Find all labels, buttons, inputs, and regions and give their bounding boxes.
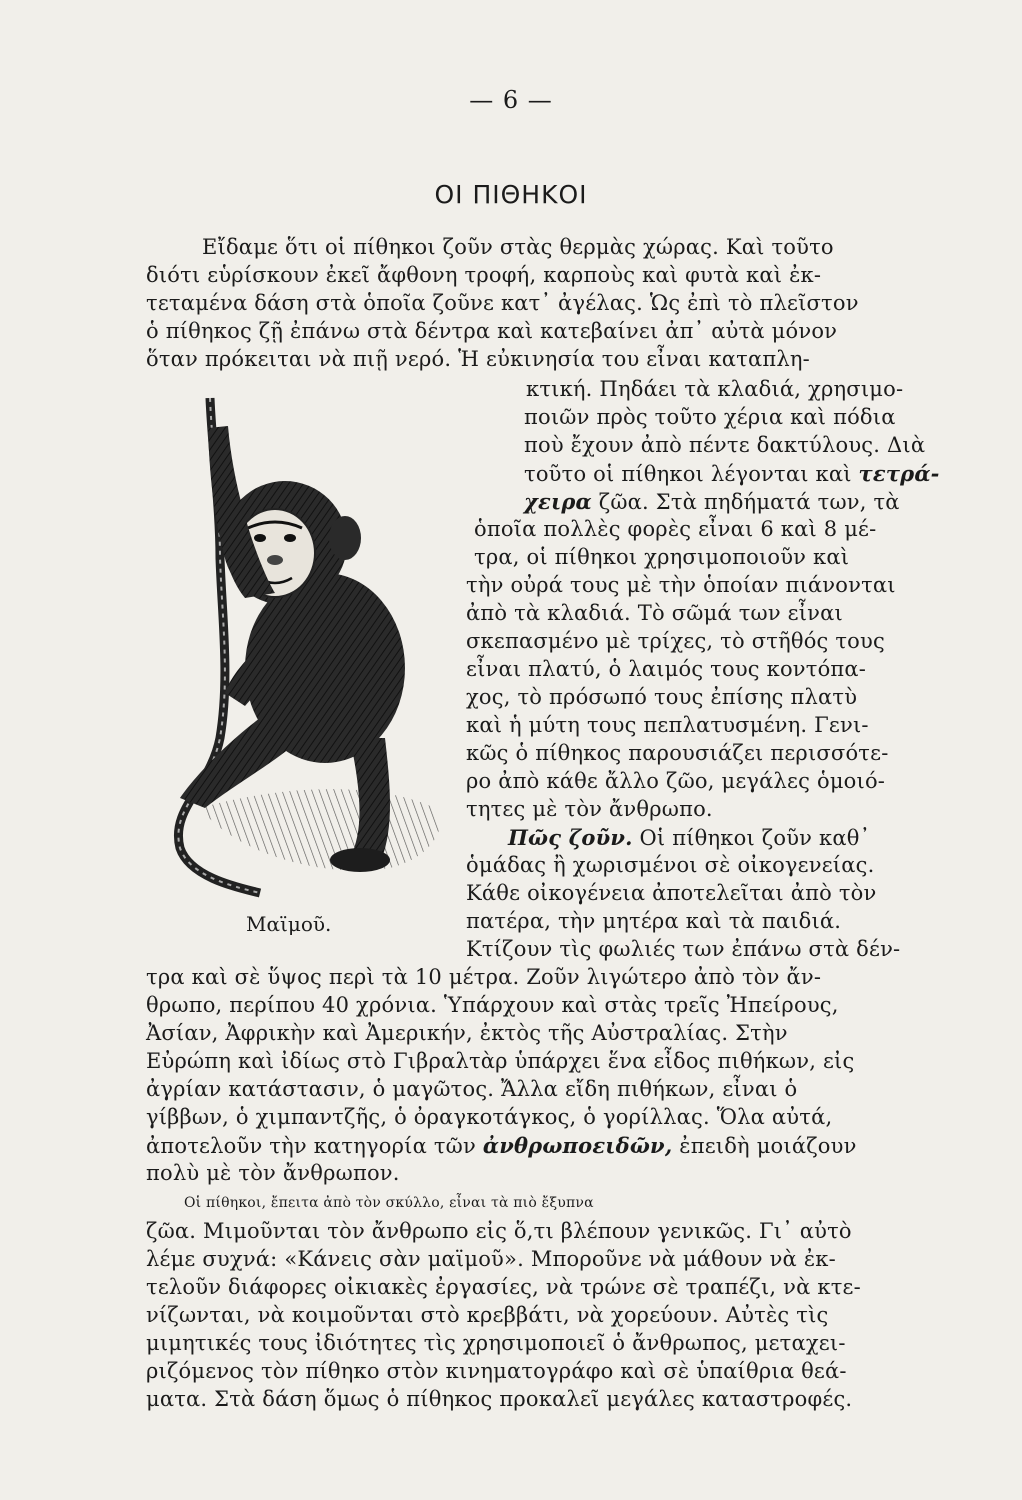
text-line: κτική. Πηδάει τὰ κλαδιά, χρησιμο- (526, 377, 904, 401)
text-line: χος, τὸ πρόσωπό τους ἐπίσης πλατὺ (466, 685, 858, 709)
monkey-illustration (150, 388, 450, 908)
text-line: τρα, οἱ πίθηκοι χρησιμοποιοῦν καὶ (474, 545, 850, 569)
text-line: τεταμένα δάση στὰ ὁποῖα ζοῦνε κατ᾽ ἀγέλας. Ὡς ἐπὶ τὸ πλεῖστον (146, 291, 859, 315)
text-line: ὁποῖα πολλὲς φορὲς εἶναι 6 καὶ 8 μέ- (474, 517, 877, 541)
text-line: μιμητικές τους ἰδιότητες τὶς χρησιμοποιεῖ ὁ ἄνθρωπος, μεταχει- (146, 1331, 846, 1355)
text-line: ριζόμενος τὸν πίθηκο στὸν κινηματογράφο καὶ σὲ ὑπαίθρια θεά- (146, 1359, 847, 1383)
text-line: σκεπασμένο μὲ τρίχες, τὸ στῆθός τους (466, 629, 885, 653)
text-line: πατέρα, τὴν μητέρα καὶ τὰ παιδιά. (466, 909, 842, 933)
text-line: ἀπὸ τὰ κλαδιά. Τὸ σῶμά των εἶναι (466, 601, 843, 625)
text-line: κῶς ὁ πίθηκος παρουσιάζει περισσότε- (466, 741, 889, 765)
emphasis-term: ἀνθρωποειδῶν, (482, 1133, 673, 1158)
text-line: ζῶα. Μιμοῦνται τὸν ἄνθρωπο εἰς ὅ,τι βλέπουν γενικῶς. Γι᾽ αὐτὸ (146, 1219, 852, 1243)
text-line: τητες μὲ τὸν ἄνθρωπο. (466, 797, 713, 821)
text-line: Ἀσίαν, Ἀφρικὴν καὶ Ἀμερικήν, ἐκτὸς τῆς Αὐστραλίας. Στὴν (146, 1021, 788, 1045)
text-line: διότι εὑρίσκουν ἐκεῖ ἄφθονη τροφή, καρποὺς καὶ φυτὰ καὶ ἐκ- (146, 263, 822, 287)
text-line: τρα καὶ σὲ ὕψος περὶ τὰ 10 μέτρα. Ζοῦν λιγώτερο ἀπὸ τὸν ἄν- (146, 965, 822, 989)
text-line: ἀγρίαν κατάστασιν, ὁ μαγῶτος. Ἄλλα εἴδη πιθήκων, εἶναι ὁ (146, 1077, 798, 1101)
figure-caption: Μαϊμοῦ. (246, 912, 332, 936)
text-line: καὶ ἡ μύτη τους πεπλατυσμένη. Γενι- (466, 713, 869, 737)
text-line: εἶναι πλατύ, ὁ λαιμός τους κοντόπα- (466, 657, 867, 681)
text-line: ὁμάδας ἢ χωρισμένοι σὲ οἰκογενείας. (466, 853, 875, 877)
text-line: Οἱ πίθηκοι, ἔπειτα ἀπὸ τὸν σκύλλο, εἶναι τὰ πιὸ ἔξυπνα (184, 1195, 594, 1211)
page-number: — 6 — (469, 86, 553, 114)
text-line: νίζωνται, νὰ κοιμοῦνται στὸ κρεββάτι, νὰ χορεύουν. Αὐτὲς τὶς (146, 1303, 829, 1327)
text-line: χειρα ζῶα. Στὰ πηδήματά των, τὰ (524, 489, 900, 514)
section-title: ΟΙ ΠΙΘΗΚΟΙ (434, 180, 588, 209)
text-line: ὁ πίθηκος ζῇ ἐπάνω στὰ δέντρα καὶ κατεβαίνει ἀπ᾽ αὐτὰ μόνον (146, 319, 838, 343)
text-line: Πῶς ζοῦν. Οἱ πίθηκοι ζοῦν καθ᾽ (508, 825, 871, 850)
subheading: Πῶς ζοῦν. (508, 825, 633, 850)
text-line: πολὺ μὲ τὸν ἄνθρωπον. (146, 1161, 400, 1185)
text-line: γίββων, ὁ χιμπαντζῆς, ὁ ὀραγκοτάγκος, ὁ γορίλλας. Ὅλα αὐτά, (146, 1105, 833, 1129)
text-line: τελοῦν διάφορες οἰκιακὲς ἐργασίες, νὰ τρώνε σὲ τραπέζι, νὰ κτε- (146, 1275, 861, 1299)
text-line: ποὺ ἔχουν ἀπὸ πέντε δακτύλους. Διὰ (524, 433, 926, 457)
text-line: ἀποτελοῦν τὴν κατηγορία τῶν ἀνθρωποειδῶν, ἐπειδὴ μοιάζουν (146, 1133, 857, 1158)
text-line: λέμε συχνά: «Κάνεις σὰν μαϊμοῦ». Μποροῦνε νὰ μάθουν νὰ ἐκ- (146, 1247, 836, 1271)
text-line: θρωπο, περίπου 40 χρόνια. Ὑπάρχουν καὶ στὰς τρεῖς Ἠπείρους, (146, 993, 839, 1017)
text-line: Κτίζουν τὶς φωλιές των ἐπάνω στὰ δέν- (466, 937, 901, 961)
text-line: Εὐρώπη καὶ ἰδίως στὸ Γιβραλτὰρ ὑπάρχει ἕνα εἶδος πιθήκων, εἰς (146, 1049, 855, 1073)
text-line: ματα. Στὰ δάση ὅμως ὁ πίθηκος προκαλεῖ μεγάλες καταστροφές. (146, 1387, 853, 1411)
text-line: Κάθε οἰκογένεια ἀποτελεῖται ἀπὸ τὸν (466, 881, 877, 905)
text-line: ποιῶν πρὸς τοῦτο χέρια καὶ πόδια (524, 405, 896, 429)
text-line: Εἴδαμε ὅτι οἱ πίθηκοι ζοῦν στὰς θερμὰς χώρας. Καὶ τοῦτο (202, 235, 834, 259)
text-line: ὅταν πρόκειται νὰ πιῇ νερό. Ἡ εὐκινησία του εἶναι καταπλη- (146, 347, 810, 371)
text-line: τοῦτο οἱ πίθηκοι λέγονται καὶ τετρά- (524, 461, 940, 486)
text-line: τὴν οὐρά τους μὲ τὴν ὁποίαν πιάνονται (466, 573, 896, 597)
text-line: ρο ἀπὸ κάθε ἄλλο ζῶο, μεγάλες ὁμοιό- (466, 769, 886, 793)
